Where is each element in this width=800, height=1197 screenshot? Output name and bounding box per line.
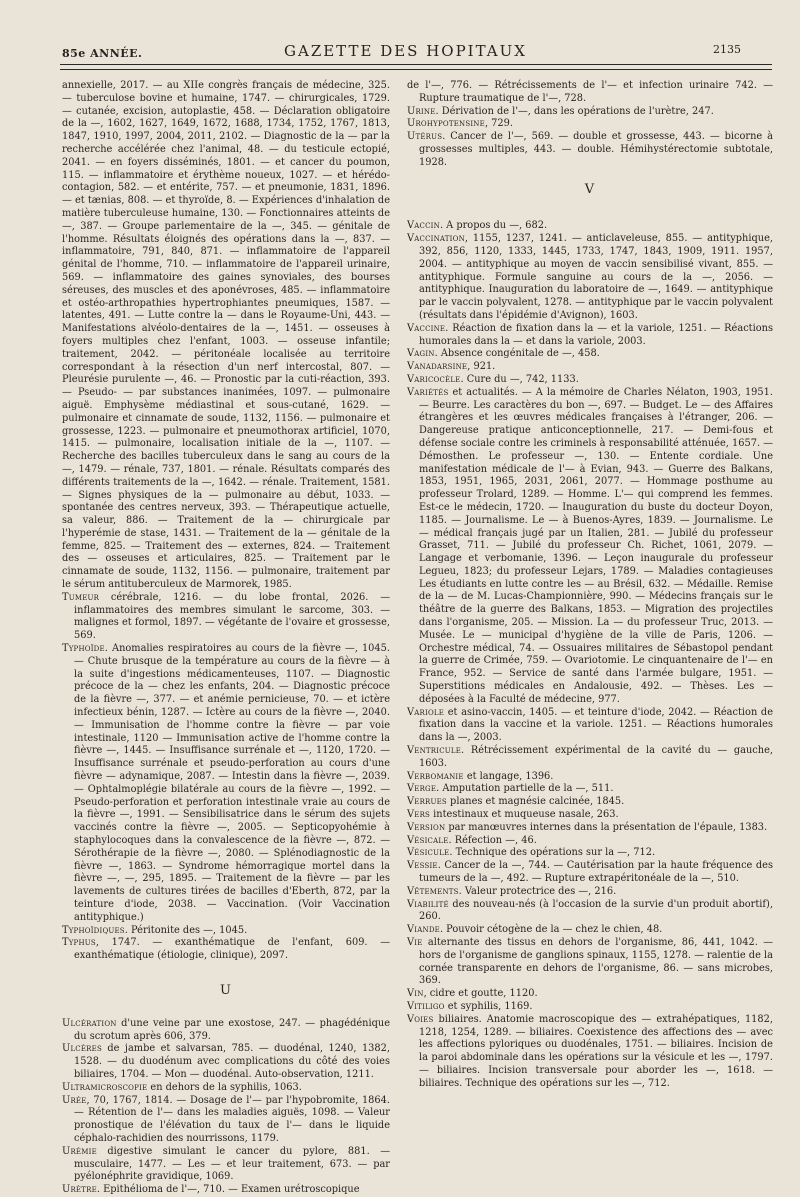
index-entry: [407, 1014, 773, 1091]
entry-keyword: Tumeur: [62, 591, 100, 603]
continuation-paragraph: annexielle, 2017. — au XIIe congrès français de médecine, 325. — tuberculose bovine et humaine, 1747. — chirurgicales, 1729. — cutanée, excision, autoplastie, 458. — Déclaration obligatoire de la —, 1602, 1627, 1649, 1672, 1688, 1734, 1752, 1767, 1813, 1847, 1910, 1997, 2004, 2011, 2102. — Diagnostic de la — par la recherche accélérée chez l'animal, 48. — du testicule ectopié, 2041. — en foyers disséminés, 1801. — et cancer du poumon, 115. — inflammatoire et érythème noueux, 1027. — et hérédo-contagion, 582. — et entérite, 757. — et pneumonie, 1831, 1896. — et tænias, 808. — et thyroïde, 8. — Expériences d'inhalation de matière tuberculeuse humaine, 130. — Fonctionnaires atteints de —, 387. — Groupe parlementaire de la —, 345. — génitale de l'homme. Résultats éloignés des opérations dans la —, 837. — inflammatoire, 791, 840, 871. — inflammatoire de l'appareil génital de l'homme, 710. — inflammatoire de l'appareil urinaire, 569. — inflammatoire des gaines synoviales, des bourses séreuses, des muscles et des aponévroses, 485. — inflammatoire et ostéo-arthropathies hypertrophiantes pneumiques, 1587. — latentes, 491. — Lutte contre la — dans le Royaume-Uni, 443. — Manifestations alvéolo-dentaires de la —, 1451. — osseuses à foyers multiples chez l'enfant, 1003. — osseuse infantile; traitement, 2042. — péritonéale localisée au territoire correspondant à la résection d'un nerf intercostal, 807. — Pleurésie purulente —, 46. — Pronostic par la cuti-réaction, 393. — Pseudo- — par substances inanimées, 1097. — pulmonaire aiguë. Emphysème médiastinal et sous-cutané, 1629. — pulmonaire et cinnamate de soude, 1132, 1156. — pulmonaire et grossesse, 1223. — pulmonaire et pneumothorax artificiel, 1070, 1415. — pulmonaire, localisation initiale de la —, 1107. — Recherche des bacilles tuberculeux dans le sang au cours de la —, 1479. — rénale, 737, 1801. — rénale. Résultats comparés des différents traitements de la —, 1642. — rénale. Traitement, 1581. — Signes physiques de la — pulmonaire au début, 1033. — spontanée des centres nerveux, 393. — Thérapeutique actuelle, sa valeur, 886. — Traitement de la — chirurgicale par l'hyperémie de stase, 1431. — Traitement de la — génitale de la femme, 825. — Traitement des — externes, 824. — Traitement des — osseuses et articulaires, 825. — Traitement par le cinnamate de soude, 1132, 1156. — pulmonaire, traitement par le sérum antituberculeux de Marmorek, 1985.: [62, 80, 390, 591]
entry-keyword: Vésicule: [407, 847, 450, 859]
index-entry: [407, 860, 773, 886]
entry-text: par manœuvres internes dans la présentation de l'épaule, 1383.: [445, 821, 768, 833]
entry-keyword: Vaccin: [407, 220, 440, 232]
index-entry: [407, 707, 773, 745]
entry-text: cérébrale, 1216. — du lobe frontal, 2026. — inflammatoires des membres simulant le sarcome, 303. — malignes et formol, 1897. — végétante de l'ovaire et grossesse, 569.: [74, 591, 390, 642]
entry-keyword: Typhoïdiques: [62, 924, 125, 936]
left-column: [62, 80, 390, 1197]
entry-text: . Pouvoir cétogène de la — chez le chien, 48.: [439, 924, 663, 936]
index-entry: [62, 1184, 390, 1197]
index-entry: [407, 131, 773, 169]
header-rule-thin: [60, 69, 772, 70]
entry-keyword: Vanadarsine: [407, 361, 468, 373]
entries-u-list: [62, 1018, 390, 1197]
entry-text: , cidre et goutte, 1120.: [423, 988, 538, 1000]
entry-keyword: Urètre: [62, 1184, 97, 1196]
entry-keyword: Vie: [407, 937, 423, 948]
entry-keyword: Verge: [407, 783, 437, 795]
entry-keyword: Vitiligo: [407, 1000, 445, 1012]
entry-keyword: Ventricule: [407, 745, 462, 757]
entry-text: biliaires. Anatomie macroscopique des — extrahépatiques, 1182, 1218, 1254, 1289. — biliaires. Coexistence des affections des — avec les affections pyloriques ou duodénales, 1751. — biliaires. Incision de la paroi abdominale dans les opérations sur la vésicule et les —, 1797. — biliaires. Incision transversale pour aborder les —, 1618. — biliaires. Technique des opérations sur les —, 712.: [419, 1013, 773, 1089]
entry-text: . Cancer de la —, 744. — Cautérisation par la haute fréquence des tumeurs de la —, 492. — Rupture extrapéritonéale de la —, 510.: [419, 860, 773, 885]
index-entry: [407, 361, 773, 374]
index-entry: [407, 937, 773, 988]
entry-text: . Cure du —, 742, 1133.: [460, 373, 579, 385]
entry-keyword: Voies: [407, 1013, 434, 1025]
page-number: 2135: [713, 43, 741, 56]
entry-keyword: Vaccination: [407, 233, 465, 245]
entry-text: et asino-vaccin, 1405. — et teinture d'iode, 2042. — Réaction de fixation dans la vaccine et la variole. 1251. — Réactions humorales dans la —, 2003.: [419, 706, 773, 744]
entry-keyword: Verbomanie: [407, 770, 464, 782]
entry-text: , 1747. — exanthématique de l'enfant, 609. — exanthématique (étiologie, clinique), 2097.: [74, 937, 390, 962]
year-label: 85e ANNÉE.: [62, 47, 143, 60]
index-entry: [407, 771, 773, 784]
entry-text: planes et magnésie calcinée, 1845.: [446, 796, 625, 808]
index-entry: [62, 643, 390, 925]
entry-text: . Réfection —, 46.: [448, 834, 537, 846]
entry-text: . Epithélioma de l'—, 710. — Examen urétroscopique: [96, 1184, 360, 1196]
index-entry: [62, 925, 390, 938]
entry-keyword: Verrues: [407, 796, 447, 808]
index-entry: [407, 1001, 773, 1014]
entry-text: et langage, 1396.: [463, 770, 554, 782]
index-entry: [407, 835, 773, 848]
index-entry: [62, 1018, 390, 1044]
entry-keyword: Urine: [407, 105, 436, 117]
entry-keyword: Vagin: [407, 348, 435, 360]
entry-keyword: Vers: [407, 809, 431, 821]
entry-text: , 70, 1767, 1814. — Dosage de l'— par l'hypobromite, 1864. — Rétention de l'— dans les maladies aiguës, 1098. — Valeur pronostique de l'élévation du taux de l'— dans le liquide céphalo-rachidien des nourrissons, 1179.: [74, 1094, 390, 1144]
entry-keyword: Ulcération: [62, 1017, 117, 1029]
index-entry: [62, 1082, 390, 1095]
entries-u-continued-list: [407, 80, 773, 170]
entry-text: . Anomalies respiratoires au cours de la fièvre —, 1045. — Chute brusque de la température au cours de la fièvre — à la suite d'ingestions médicamenteuses, 1107. — Diagnostic précoce de la — chez les enfants, 204. — Diagnostic précoce de la fièvre —, 377. — et anémie pernicieuse, 70. — et ictère infectieux bénin, 1287. — Ictère au cours de la fièvre —, 2040. — Immunisation de l'homme contre la fièvre — par voie intestinale, 1120 — Immunisation active de l'homme contre la fièvre —, 1445. — Insuffisance surrénale et —, 1120, 1720. — Insuffisance surrénale et pseudo-perforation au cours d'une fièvre — adynamique, 2087. — Intestin dans la fièvre —, 2039. — Ophtalmoplégie bilatérale au cours de la fièvre —, 1992. — Pseudo-perforation et perforation intestinale vraie au cours de la fièvre —, 1991. — Sensibilisatrice dans le sérum des sujets vaccinés contre la fièvre —, 2005. — Septicopyohémie à staphylocoques dans la convalescence de la fièvre —, 872. — Sérothérapie de la fièvre —, 2080. — Splénodiagnostic de la fièvre —, 1863. — Syndrome hémorragique mortel dans la fièvre —, —, 295, 1895. — Traitement de la fièvre — par les lavements de cultures tirées de bacilles d'Eberth, 872, par la teinture d'iode, 2038. — Vaccination. (Voir Vaccination antityphique.): [74, 643, 390, 923]
entry-keyword: Viande: [407, 924, 440, 936]
index-entry: [407, 886, 773, 899]
entry-text: . Cancer de l'—, 569. — double et grossesse, 443. — bicorne à grossesses multiples, 443. — double. Hémihystérectomie subtotale, 1928.: [419, 131, 773, 168]
entry-text: . Technique des opérations sur la —, 712.: [449, 847, 656, 859]
entry-text: de l'—, 776. — Rétrécissements de l'— et infection urinaire 742. — Rupture traumatique de l'—, 728.: [407, 80, 773, 104]
section-heading-u: U: [220, 982, 232, 998]
index-entry: [407, 783, 773, 796]
index-entry: [62, 592, 390, 643]
entry-keyword: Urohypotensine: [407, 118, 485, 130]
index-entry: [407, 745, 773, 771]
entry-text: . A propos du —, 682.: [439, 220, 548, 232]
entry-keyword: Vésicale: [407, 834, 449, 846]
entries-t-list: [62, 592, 390, 963]
entry-keyword: Urémie: [62, 1145, 97, 1157]
entry-text: . Amputation partielle de la —, 511.: [436, 783, 614, 795]
index-entry: [407, 809, 773, 822]
entry-keyword: Variole: [407, 706, 445, 718]
entry-text: d'une veine par une exostose, 247. — phagédénique du scrotum après 606, 379.: [74, 1017, 390, 1042]
entry-text: . Réaction de fixation dans la — et la variole, 1251. — Réactions humorales dans la — et dans la variole, 2003.: [419, 322, 773, 347]
entry-keyword: Ulcères: [62, 1043, 102, 1055]
index-entry: [407, 80, 773, 106]
entry-text: . Valeur protectrice des —, 216.: [458, 885, 617, 897]
index-entry: [62, 1146, 390, 1184]
entry-text: . Absence congénitale de —, 458.: [434, 348, 600, 360]
index-entry: [407, 796, 773, 809]
entry-keyword: Utérus: [407, 131, 443, 143]
entry-keyword: Varicocèle: [407, 373, 461, 385]
entries-v-list: [407, 220, 773, 1090]
entry-text: intestinaux et muqueuse nasale, 263.: [430, 809, 619, 821]
entry-text: , 729.: [484, 118, 513, 130]
index-entry: [407, 323, 773, 349]
section-heading-v: V: [584, 181, 596, 197]
entry-text: , 1155, 1237, 1241. — anticlaveleuse, 855. — antityphique, 392, 856, 1120, 1333, 1445, 1733, 1747, 1843, 1909, 1911. 1957, 2004. — antityphique au moyen de vaccin sensibilisé vivant, 855. — antityphique. Formule sanguine au cours de la —, 2056. — antityphique. Inauguration du laboratoire de —, 1649. — antityphique par le vaccin polyvalent, 1278. — antityphique par le vaccin polyvalent (résultats dans l'épidémie d'Avignon), 1603.: [419, 233, 773, 321]
entry-keyword: Version: [407, 821, 446, 833]
entry-text: digestive simulant le cancer du pylore, 881. — musculaire, 1477. — Les — et leur traitement, 673. — par pyélonéphrite gravidique, 1069.: [74, 1145, 390, 1183]
index-entry: [407, 220, 773, 233]
entry-keyword: Urée: [62, 1094, 87, 1106]
entry-text: des nouveau-nés (à l'occasion de la survie d'un produit abortif), 260.: [419, 898, 773, 923]
entry-keyword: Viabilité: [407, 898, 449, 910]
index-entry: [62, 937, 390, 963]
entry-keyword: Vêtements: [407, 885, 459, 897]
journal-title: GAZETTE DES HOPITAUX: [284, 42, 527, 60]
index-entry: [407, 822, 773, 835]
header-rule-thick: [60, 64, 772, 65]
index-entry: [407, 374, 773, 387]
index-entry: [407, 988, 773, 1001]
entry-keyword: Vessie: [407, 860, 438, 872]
right-column: [407, 80, 773, 1091]
index-entry: [407, 233, 773, 323]
entry-text: . Péritonite des —, 1045.: [124, 924, 248, 936]
entry-keyword: Vin: [407, 988, 424, 1000]
entry-text: et actualités. — A la mémoire de Charles Nélaton, 1903, 1951. — Beurre. Les caractères du bon —, 697. — Budget. Le — des Affaires étrangères et les œuvres médicales françaises à l'étranger, 206. — Dangereuse pratique anticonceptionnelle, 217. — Demi-fous et défense sociale contre les criminels à responsabilité atténuée, 1657. — Démosthen. Le professeur —, 130. — Entente cordiale. Une manifestation médicale de l'— à Evian, 943. — Guerre des Balkans, 1853, 1951, 1965, 2031, 2061, 2077. — Hommage posthume au professeur Trolard, 1289. — Homme. L'— qui comprend les femmes. Est-ce le médecin, 1720. — Inauguration du buste du docteur Doyon, 1185. — Journalisme. Le — à Buenos-Ayres, 1839. — Journalisme. Le — médical français jugé par un Italien, 281. — Jubilé du professeur Grasset, 711. — Jubilé du professeur Ch. Richet, 1061, 2079. — Langage et verbomanie, 1396. — Leçon inaugurale du professeur Legueu, 1823; du professeur Lejars, 1789. — Maladies contagieuses Les étudiants en lutte contre les — au Brésil, 632. — Médaille. Remise de la — de M. Lucas-Championnière, 990. — Médecins français sur le théâtre de la guerre des Balkans, 1853. — Migration des projectiles dans l'organisme, 205. — Mission. La — du professeur Truc, 2013. — Musée. Le — municipal d'hygiène de la ville de Paris, 1206. — Orchestre médical, 74. — Ossuaires militaires de Sébastopol pendant la guerre de Crimée, 759. — Ovariotomie. Le cinquantenaire de l'— en France, 952. — Service de santé dans l'armée bulgare, 1951. — Superstitions médicales en Andalousie, 492. — Thèses. Les — déposées à la Faculté de médecine, 977.: [419, 386, 773, 705]
index-entry: [62, 1095, 390, 1146]
entry-keyword: Typhus: [62, 937, 96, 949]
entry-keyword: Typhoïde: [62, 643, 105, 655]
index-entry: [407, 348, 773, 361]
index-entry: [407, 847, 773, 860]
entry-text: de jambe et salvarsan, 785. — duodénal, 1240, 1382, 1528. — du duodénum avec complications du côté des voies biliaires, 1704. — Mon — duodénal. Auto-observation, 1211.: [74, 1043, 390, 1080]
entry-text: . Dérivation de l'—, dans les opérations de l'urètre, 247.: [435, 105, 714, 117]
index-entry: [407, 924, 773, 937]
entry-keyword: Variétés: [407, 386, 449, 398]
entry-text: et syphilis, 1169.: [444, 1000, 533, 1012]
index-entry: [407, 118, 773, 131]
entry-keyword: Vaccine: [407, 322, 446, 334]
entry-text: . Rétrécissement expérimental de la cavité du — gauche, 1603.: [419, 745, 773, 769]
index-entry: [407, 387, 773, 707]
entry-text: en dehors de la syphilis, 1063.: [147, 1081, 302, 1093]
index-entry: [62, 1043, 390, 1081]
entry-text: , 921.: [467, 361, 496, 373]
index-entry: [407, 106, 773, 119]
entry-keyword: Ultramicroscopie: [62, 1081, 148, 1093]
index-entry: [407, 899, 773, 925]
entry-text: alternante des tissus en dehors de l'organisme, 86, 441, 1042. — hors de l'organisme de ganglions spinaux, 1155, 1278. — ralentie de la cornée transparente en dehors de l'organisme, 86. — sans microbes, 369.: [419, 937, 773, 987]
